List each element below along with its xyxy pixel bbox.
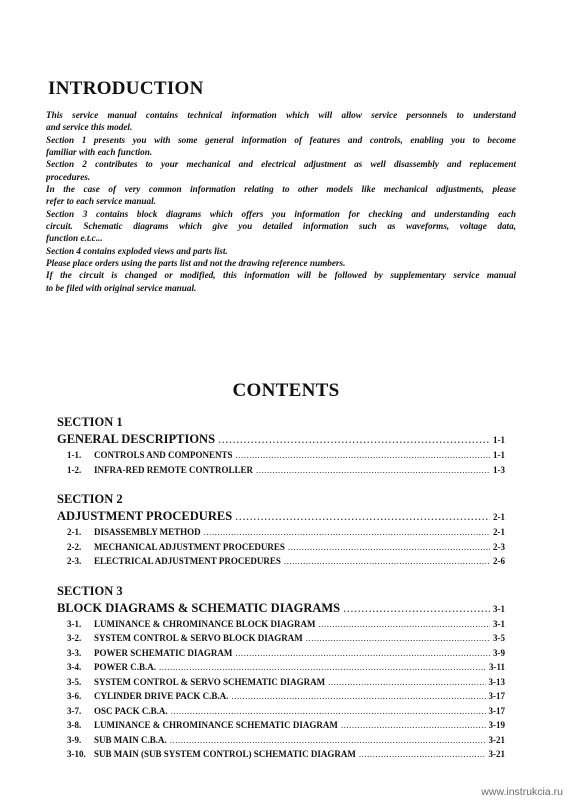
toc-heading-title: GENERAL DESCRIPTIONS [57,432,216,446]
toc-leader-dots [218,431,490,448]
toc-leader-dots [235,646,490,661]
intro-line: This service manual contains technical information which will allow service personnels to understand [46,110,516,120]
toc-section-heading[interactable] [57,600,505,617]
toc-entry-title: CONTROLS AND COMPONENTS [94,450,233,460]
toc-entry-title: SUB MAIN C.B.A. [94,734,167,745]
toc-page-number: 2-6 [493,556,505,566]
intro-line: Section 3 contains block diagrams which offers you information for checking and understanding each [46,208,516,219]
intro-line: refer to each service manual. [46,196,156,207]
section-gap [57,569,505,583]
contents-title: CONTENTS [232,380,340,401]
toc-page-number: 3-11 [488,662,505,672]
toc-entry[interactable] [57,554,505,569]
intro-line: circuit. Schematic diagrams which give you detailed information such as waveforms, voltage data, [46,221,516,232]
toc-entry[interactable] [57,463,505,478]
toc-leader-dots [343,600,490,617]
toc-entry-number: 3-7. [67,705,82,716]
toc-page-number: 3-1 [493,618,505,629]
intro-line: function e.t.c... [46,233,103,244]
toc-page-number: 2-1 [493,527,505,537]
toc-page-number: 3-19 [488,720,505,730]
toc-leader-dots [288,540,490,555]
toc-entry[interactable] [57,733,505,748]
toc-leader-dots [235,508,490,525]
toc-entry-title: OSC PACK C.B.A. [94,705,168,716]
toc-entry-title: ELECTRICAL ADJUSTMENT PROCEDURES [94,556,281,566]
toc-entry[interactable] [57,631,505,646]
toc-entry[interactable] [57,675,505,690]
toc-entry[interactable] [57,718,505,733]
toc-entry[interactable] [57,646,505,661]
toc-leader-dots [256,463,490,478]
intro-line: Please place orders using the parts list and not the drawing reference numbers. [46,258,346,269]
intro-line: and service this model. [46,122,133,133]
section-label: SECTION 1 [57,415,123,429]
toc-leader-dots [231,689,485,704]
intro-line: Section 1 presents you with some general information of features and controls, enabling you to become [46,134,516,145]
toc-page-number: 3-21 [488,734,505,745]
toc-page-number: 2-1 [493,512,505,522]
toc-page-number: 3-21 [488,749,505,759]
section-label: SECTION 3 [57,583,123,598]
toc-entry-number: 1-1. [67,450,82,460]
intro-line: to be filed with original service manual. [46,282,197,293]
intro-line: If the circuit is changed or modified, this information will be followed by supplementary service manual [46,270,516,281]
toc-entry-number: 3-9. [67,734,82,745]
toc-page-number: 3-5 [493,633,505,643]
toc-section-heading[interactable] [57,508,505,525]
toc-page-number: 3-9 [493,647,505,658]
toc-page-number: 2-3 [493,541,505,552]
toc-page-number: 1-1 [493,450,505,460]
toc-heading-title: ADJUSTMENT PROCEDURES [57,509,233,523]
toc-leader-dots [170,733,486,748]
toc-page-number: 3-1 [493,603,505,614]
toc-entry-number: 1-2. [67,464,82,475]
toc-entry-title: CYLINDER DRIVE PACK C.B.A. [94,691,229,701]
toc-entry-title: LUMINANCE & CHROMINANCE BLOCK DIAGRAM [94,618,316,629]
toc-entry[interactable] [57,617,505,632]
toc-entry[interactable] [57,689,505,704]
toc-page-number: 3-17 [488,691,505,701]
toc-entry-number: 3-2. [67,633,82,643]
toc-entry[interactable] [57,660,505,675]
toc-entry[interactable] [57,448,505,463]
toc-entry-number: 2-2. [67,541,82,552]
toc-leader-dots [359,747,486,762]
toc-entry[interactable] [57,525,505,540]
toc-entry[interactable] [57,540,505,555]
introduction-body [46,109,516,294]
toc-page-number: 1-3 [493,464,505,475]
toc-entry-title: INFRA-RED REMOTE CONTROLLER [94,464,254,475]
intro-line: procedures. [46,171,91,182]
toc-entry-number: 3-3. [67,647,82,658]
toc-entry-number: 3-1. [67,618,82,629]
toc-leader-dots [236,448,490,463]
toc-entry[interactable] [57,747,505,762]
section-label: SECTION 2 [57,492,123,506]
intro-line: Section 2 contributes to your mechanical and electrical adjustment as well disassembly and replacement [46,159,516,170]
toc-page-number: 1-1 [493,435,505,445]
toc-leader-dots [306,631,490,646]
toc-entry-title: MECHANICAL ADJUSTMENT PROCEDURES [94,541,285,552]
toc-entry-number: 3-5. [67,676,82,687]
intro-line: Section 4 contains exploded views and parts list. [46,245,228,256]
toc-entry-title: SYSTEM CONTROL & SERVO SCHEMATIC DIAGRAM [94,676,326,687]
toc-leader-dots [328,675,485,690]
toc-leader-dots [319,617,491,632]
section-gap [57,477,505,491]
toc-page-number: 3-17 [488,705,505,716]
introduction-title: INTRODUCTION [48,78,204,99]
toc-leader-dots [204,525,490,540]
toc-section-heading[interactable] [57,431,505,448]
intro-line: familiar with each function. [46,147,153,158]
toc-leader-dots [341,718,486,733]
toc-entry-title: DISASSEMBLY METHOD [94,527,201,537]
watermark-url: www.instrukcia.ru [481,786,563,798]
toc-leader-dots [171,704,486,719]
toc-heading-title: BLOCK DIAGRAMS & SCHEMATIC DIAGRAMS [57,600,341,615]
toc-entry[interactable] [57,704,505,719]
toc-leader-dots [284,554,490,569]
toc-entry-number: 3-8. [67,720,82,730]
toc-entry-number: 3-6. [67,691,82,701]
toc-entry-number: 2-3. [67,556,82,566]
toc-entry-title: POWER C.B.A. [94,662,157,672]
toc-entry-number: 3-10. [67,749,86,759]
toc-leader-dots [159,660,486,675]
toc-page-number: 3-13 [488,676,505,687]
toc-entry-number: 3-4. [67,662,82,672]
intro-line: In the case of very common information relating to other models like mechanical adjustments, please [46,184,516,195]
toc-entry-title: SUB MAIN (SUB SYSTEM CONTROL) SCHEMATIC DIAGRAM [94,749,356,759]
table-of-contents [57,414,505,762]
toc-entry-title: SYSTEM CONTROL & SERVO BLOCK DIAGRAM [94,633,303,643]
toc-entry-title: LUMINANCE & CHROMINANCE SCHEMATIC DIAGRAM [94,720,338,730]
toc-entry-number: 2-1. [67,527,82,537]
toc-entry-title: POWER SCHEMATIC DIAGRAM [94,647,233,658]
